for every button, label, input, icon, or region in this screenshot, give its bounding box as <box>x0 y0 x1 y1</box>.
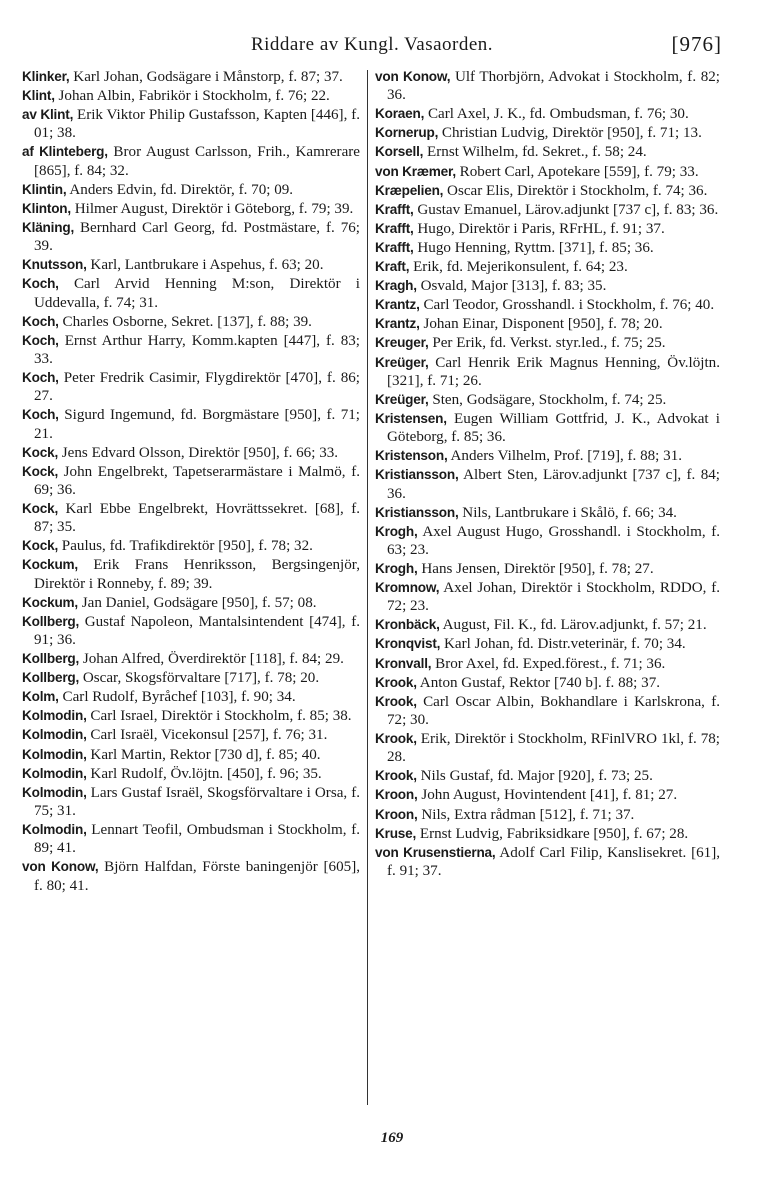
entry-details: Erik, Direktör i Stockholm, RFinlVRO 1kl, f. 78; 28. <box>387 731 720 766</box>
entry-surname: Koch, <box>22 370 59 386</box>
register-entry <box>375 655 720 673</box>
page-number: 169 <box>380 1130 404 1146</box>
page-header <box>22 30 722 58</box>
entry-details: Nils, Lantbrukare i Skålö, f. 66; 34. <box>458 504 677 521</box>
register-entry <box>375 504 720 522</box>
entry-surname: Klint, <box>22 88 55 104</box>
entry-details: Sigurd Ingemund, fd. Borgmästare [950], f. 71; 21. <box>34 407 360 442</box>
register-entry <box>22 256 360 274</box>
entry-details: Ernst Ludvig, Fabriksidkare [950], f. 67; 28. <box>416 825 689 842</box>
entry-details: Carl Rudolf, Byråchef [103], f. 90; 34. <box>58 689 296 706</box>
entry-details: Carl Teodor, Grosshandl. i Stockholm, f. 76; 40. <box>419 297 715 314</box>
register-entry <box>375 105 720 123</box>
register-entry <box>22 143 360 179</box>
entry-details: Karl Rudolf, Öv.löjtn. [450], f. 96; 35. <box>86 765 322 782</box>
entry-details: Carl Oscar Albin, Bokhandlare i Karlskrona, f. 72; 30. <box>387 693 720 728</box>
register-entry <box>22 858 360 894</box>
entry-details: Bror Axel, fd. Exped.förest., f. 71; 36. <box>431 655 666 672</box>
entry-details: Carl Axel, J. K., fd. Ombudsman, f. 76; 30. <box>424 106 689 123</box>
register-entry <box>375 523 720 559</box>
entry-details: Carl Arvid Henning M:son, Direktör i Uddevalla, f. 74; 31. <box>34 276 360 311</box>
register-entry <box>375 579 720 615</box>
entry-details: Axel Johan, Direktör i Stockholm, RDDO, f. 72; 23. <box>387 580 720 615</box>
register-entry <box>375 258 720 276</box>
register-entry <box>22 537 360 555</box>
entry-details: Oscar, Skogsförvaltare [717], f. 78; 20. <box>79 670 320 687</box>
entry-details: Robert Carl, Apotekare [559], f. 79; 33. <box>455 163 699 180</box>
register-entry <box>22 68 360 86</box>
entry-surname: Kollberg, <box>22 651 80 667</box>
entry-surname: Krook, <box>375 693 417 709</box>
entry-surname: Kræpelien, <box>375 182 444 198</box>
entry-surname: av Klint, <box>22 107 74 123</box>
entry-surname: Kolmodin, <box>22 765 87 781</box>
register-entry <box>22 784 360 820</box>
entry-surname: Kristenson, <box>375 448 448 464</box>
entry-details: Ernst Arthur Harry, Komm.kapten [447], f. 83; 33. <box>34 332 360 367</box>
register-entry <box>22 746 360 764</box>
entry-surname: Kromnow, <box>375 580 440 596</box>
register-entry <box>375 730 720 766</box>
register-entry <box>375 616 720 634</box>
entry-details: Ernst Wilhelm, fd. Sekret., f. 58; 24. <box>423 144 647 161</box>
register-entry <box>22 765 360 783</box>
entry-details: Paulus, fd. Trafikdirektör [950], f. 78; 32. <box>58 538 313 555</box>
entry-surname: Kolmodin, <box>22 746 87 762</box>
entry-details: Björn Halfdan, Förste baningenjör [605], f. 80; 41. <box>34 859 360 894</box>
entry-details: Karl Ebbe Engelbrekt, Hovrättssekret. [68], f. 87; 35. <box>34 501 360 536</box>
entry-details: Gustav Emanuel, Lärov.adjunkt [737 c], f. 83; 36. <box>413 201 719 218</box>
entry-surname: Kläning, <box>22 219 75 235</box>
entry-details: Hugo Henning, Ryttm. [371], f. 85; 36. <box>413 239 654 256</box>
running-title: Riddare av Kungl. Vasaorden. <box>250 34 494 55</box>
register-entry <box>375 220 720 238</box>
entry-details: Jens Edvard Olsson, Direktör [950], f. 66; 33. <box>58 444 339 461</box>
entry-details: Sten, Godsägare, Stockholm, f. 74; 25. <box>428 391 667 408</box>
entry-details: John Engelbrekt, Tapetserarmästare i Malmö, f. 69; 36. <box>34 463 360 498</box>
entry-surname: Koch, <box>22 407 59 423</box>
register-entry <box>22 106 360 142</box>
entry-surname: von Konow, <box>375 69 451 84</box>
register-entry <box>375 560 720 578</box>
entry-details: Gustaf Napoleon, Mantalsintendent [474], f. 91; 36. <box>34 613 360 649</box>
entry-surname: Kolm, <box>22 689 59 705</box>
entry-surname: Klinton, <box>22 200 71 216</box>
entry-surname: Koraen, <box>375 106 425 122</box>
register-entry <box>375 447 720 465</box>
entry-surname: Kockum, <box>22 557 79 573</box>
entry-details: John August, Hovintendent [41], f. 81; 27. <box>417 787 678 804</box>
entry-surname: Kolmodin, <box>22 727 87 743</box>
register-entry <box>375 844 720 880</box>
entry-surname: Klinker, <box>22 69 70 84</box>
register-entry <box>22 669 360 687</box>
entry-surname: Kreüger, <box>375 354 429 370</box>
register-entry <box>22 556 360 592</box>
entry-details: Carl Henrik Erik Magnus Henning, Öv.löjtn. [321], f. 71; 26. <box>387 354 720 389</box>
right-column <box>375 68 720 881</box>
entry-details: Erik, fd. Mejerikonsulent, f. 64; 23. <box>409 259 628 276</box>
entry-details: Carl Israël, Vicekonsul [257], f. 76; 31. <box>86 727 328 744</box>
entry-surname: Koch, <box>22 276 59 292</box>
column-divider <box>367 70 368 1105</box>
entry-surname: von Krusenstierna, <box>375 844 496 860</box>
entry-details: Bror August Carlsson, Frih., Kamrerare [865], f. 84; 32. <box>34 144 360 179</box>
entry-surname: Kronvall, <box>375 655 432 671</box>
entry-details: Hilmer August, Direktör i Göteborg, f. 79; 39. <box>71 200 354 217</box>
register-entry <box>22 726 360 744</box>
entry-surname: Krantz, <box>375 316 420 332</box>
entry-details: August, Fil. K., fd. Lärov.adjunkt, f. 57; 21. <box>439 617 707 634</box>
entry-details: Hans Jensen, Direktör [950], f. 78; 27. <box>417 560 654 577</box>
entry-details: Christian Ludvig, Direktör [950], f. 71; 13. <box>438 125 702 142</box>
register-entry <box>375 201 720 219</box>
entry-surname: Krogh, <box>375 560 418 576</box>
entry-details: Eugen William Gottfrid, J. K., Advokat i Göteborg, f. 85; 36. <box>387 410 720 446</box>
entry-surname: Krafft, <box>375 239 414 255</box>
entry-surname: Kolmodin, <box>22 822 87 838</box>
register-entry <box>22 219 360 255</box>
register-entry <box>22 406 360 442</box>
entry-surname: Kroon, <box>375 806 418 822</box>
register-entry <box>375 143 720 161</box>
entry-details: Charles Osborne, Sekret. [137], f. 88; 39. <box>58 313 312 330</box>
entry-surname: Krantz, <box>375 297 420 313</box>
register-entry <box>375 466 720 502</box>
entry-surname: Kreüger, <box>375 391 429 407</box>
register-entry <box>375 410 720 446</box>
entry-details: Nils Gustaf, fd. Major [920], f. 73; 25. <box>416 768 653 785</box>
register-entry <box>375 315 720 333</box>
register-entry <box>22 444 360 462</box>
register-entry <box>22 821 360 857</box>
register-entry <box>375 391 720 409</box>
entry-details: Erik Frans Henriksson, Bergsingenjör, Direktör i Ronneby, f. 89; 39. <box>34 557 360 592</box>
entry-details: Oscar Elis, Direktör i Stockholm, f. 74; 36. <box>443 182 708 199</box>
entry-surname: Krook, <box>375 674 417 690</box>
entry-surname: Kock, <box>22 444 59 460</box>
entry-surname: Kristiansson, <box>375 467 459 483</box>
entry-details: Karl, Lantbrukare i Aspehus, f. 63; 20. <box>86 257 324 274</box>
register-entry <box>375 674 720 692</box>
entry-details: Karl Johan, Godsägare i Månstorp, f. 87; 37. <box>69 69 343 85</box>
entry-surname: Krafft, <box>375 201 414 217</box>
entry-surname: Kollberg, <box>22 613 80 629</box>
entry-details: Anton Gustaf, Rektor [740 b]. f. 88; 37. <box>416 674 661 691</box>
entry-surname: Kragh, <box>375 278 417 294</box>
register-entry <box>375 277 720 295</box>
register-entry <box>375 825 720 843</box>
entry-details: Adolf Carl Filip, Kanslisekret. [61], f. 91; 37. <box>387 844 720 879</box>
register-entry <box>22 200 360 218</box>
entry-details: Ulf Thorbjörn, Advokat i Stockholm, f. 82; 36. <box>387 69 720 104</box>
entry-surname: Koch, <box>22 313 59 329</box>
entry-surname: Kockum, <box>22 594 79 610</box>
register-entry <box>22 707 360 725</box>
register-entry <box>22 594 360 612</box>
register-entry <box>375 163 720 181</box>
entry-surname: Krafft, <box>375 220 414 236</box>
entry-surname: Kornerup, <box>375 125 439 141</box>
entry-surname: von Konow, <box>22 859 99 875</box>
entry-details: Johan Einar, Disponent [950], f. 78; 20. <box>419 316 663 333</box>
entry-details: Axel August Hugo, Grosshandl. i Stockholm, f. 63; 23. <box>387 523 720 558</box>
register-entry <box>22 500 360 536</box>
entry-details: Johan Albin, Fabrikör i Stockholm, f. 76; 22. <box>54 88 330 105</box>
entry-details: Jan Daniel, Godsägare [950], f. 57; 08. <box>78 594 317 611</box>
register-entry <box>375 124 720 142</box>
register-entry <box>22 688 360 706</box>
entry-details: Osvald, Major [313], f. 83; 35. <box>416 278 607 295</box>
register-entry <box>22 613 360 649</box>
entry-details: Erik Viktor Philip Gustafsson, Kapten [446], f. 01; 38. <box>34 107 360 142</box>
register-entry <box>22 87 360 105</box>
entry-surname: Kolmodin, <box>22 708 87 724</box>
entry-details: Anders Vilhelm, Prof. [719], f. 88; 31. <box>447 448 683 465</box>
entry-surname: Kollberg, <box>22 670 80 686</box>
entry-surname: Kruse, <box>375 825 417 841</box>
entry-surname: von Kræmer, <box>375 163 456 179</box>
entry-details: Per Erik, fd. Verkst. styr.led., f. 75; 25. <box>428 335 666 352</box>
entry-details: Hugo, Direktör i Paris, RFrHL, f. 91; 37. <box>413 220 665 237</box>
register-entry <box>375 767 720 785</box>
register-entry <box>375 68 720 104</box>
register-entry <box>22 275 360 311</box>
entry-details: Karl Martin, Rektor [730 d], f. 85; 40. <box>86 746 321 763</box>
entry-details: Johan Alfred, Överdirektör [118], f. 84; 29. <box>79 651 344 668</box>
register-entry <box>375 786 720 804</box>
entry-surname: Kronqvist, <box>375 636 441 652</box>
left-column <box>22 68 360 896</box>
register-entry <box>375 239 720 257</box>
entry-surname: Kock, <box>22 501 59 517</box>
entry-surname: Kronbäck, <box>375 617 440 633</box>
register-entry <box>22 463 360 499</box>
entry-details: Bernhard Carl Georg, fd. Postmästare, f. 76; 39. <box>34 219 360 255</box>
register-entry <box>375 334 720 352</box>
register-entry <box>22 181 360 199</box>
entry-surname: Kreuger, <box>375 335 429 351</box>
entry-details: Karl Johan, fd. Distr.veterinär, f. 70; 34. <box>440 636 686 653</box>
entry-surname: Korsell, <box>375 144 424 160</box>
page-reference: [976] <box>671 32 722 56</box>
entry-details: Anders Edvin, fd. Direktör, f. 70; 09. <box>66 181 294 198</box>
register-entry <box>375 354 720 390</box>
entry-surname: Kolmodin, <box>22 784 87 800</box>
entry-details: Lars Gustaf Israël, Skogsförvaltare i Orsa, f. 75; 31. <box>34 784 360 819</box>
entry-details: Albert Sten, Lärov.adjunkt [737 c], f. 84; 36. <box>387 467 720 502</box>
entry-surname: Krook, <box>375 768 417 784</box>
entry-surname: Koch, <box>22 332 59 348</box>
entry-details: Peter Fredrik Casimir, Flygdirektör [470], f. 86; 27. <box>34 370 360 405</box>
register-entry <box>375 693 720 729</box>
register-entry <box>375 806 720 824</box>
register-entry <box>22 332 360 368</box>
register-entry <box>22 650 360 668</box>
entry-surname: Knutsson, <box>22 257 87 273</box>
entry-surname: af Klinteberg, <box>22 144 108 160</box>
entry-details: Lennart Teofil, Ombudsman i Stockholm, f. 89; 41. <box>34 822 360 857</box>
entry-details: Carl Israel, Direktör i Stockholm, f. 85; 38. <box>86 708 352 725</box>
entry-details: Nils, Extra rådman [512], f. 71; 37. <box>417 806 635 823</box>
register-entry <box>375 296 720 314</box>
register-entry <box>22 369 360 405</box>
entry-surname: Kristiansson, <box>375 504 459 520</box>
entry-surname: Kroon, <box>375 787 418 803</box>
entry-surname: Krogh, <box>375 523 418 539</box>
register-entry <box>22 313 360 331</box>
register-entry <box>375 182 720 200</box>
entry-surname: Kristensen, <box>375 410 447 426</box>
entry-surname: Kock, <box>22 463 59 479</box>
entry-surname: Kock, <box>22 538 59 554</box>
entry-columns <box>22 68 722 1108</box>
register-entry <box>375 635 720 653</box>
entry-surname: Kraft, <box>375 259 410 275</box>
entry-surname: Klintin, <box>22 181 67 197</box>
entry-surname: Krook, <box>375 731 417 747</box>
